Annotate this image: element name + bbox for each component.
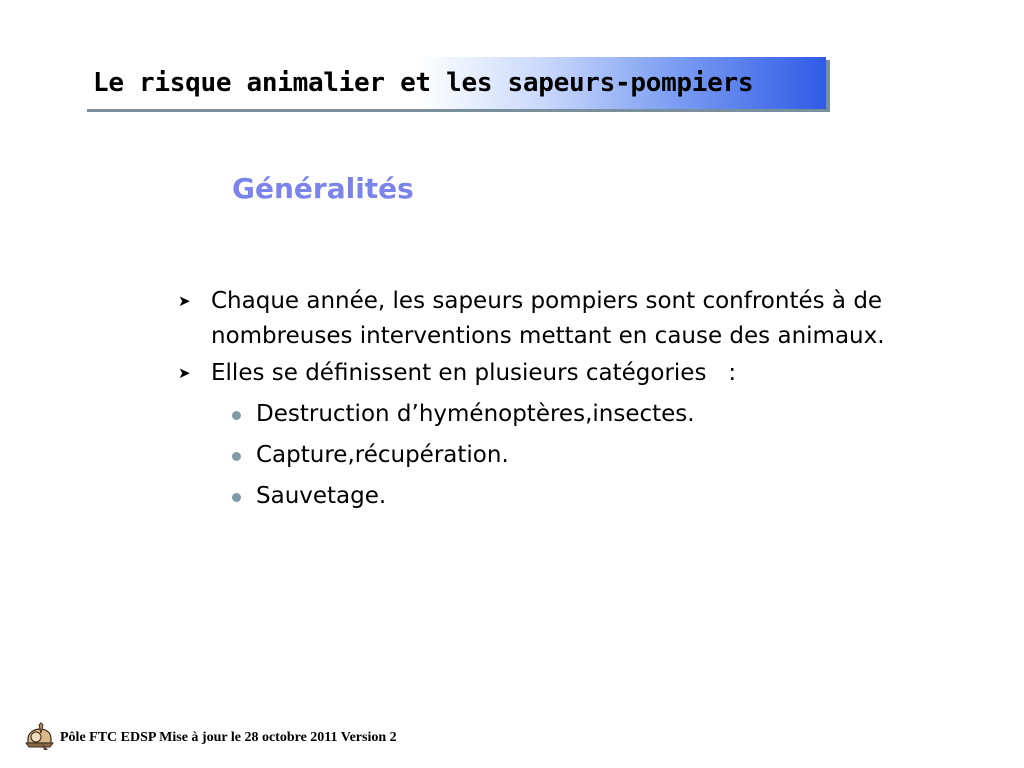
round-dot-icon <box>232 411 241 420</box>
sub-bullet-text: Destruction d’hyménoptères,insectes. <box>256 401 695 427</box>
arrowhead-icon: ➤ <box>178 292 191 310</box>
footer-text: Pôle FTC EDSP Mise à jour le 28 octobre 2011 Version 2 <box>60 730 397 745</box>
bullet-text: Chaque année, les sapeurs pompiers sont confrontés à de nombreuses interventions mettant en cause des animaux. <box>211 288 885 349</box>
round-dot-icon <box>232 493 241 502</box>
bullet-item-2 <box>178 356 958 391</box>
round-dot-icon <box>232 452 241 461</box>
arrowhead-icon: ➤ <box>178 364 191 382</box>
sub-bullet-item-3 <box>178 479 958 514</box>
slide-title: Le risque animalier et les sapeurs-pompiers <box>93 68 754 98</box>
slide-subtitle: Généralités <box>232 172 414 205</box>
title-banner <box>84 57 826 109</box>
firefighter-helmet-icon <box>24 719 54 751</box>
sub-bullet-item-2 <box>178 438 958 473</box>
bullet-item-1 <box>178 284 958 354</box>
bullet-list <box>178 284 958 514</box>
bullet-text: Elles se définissent en plusieurs catégories : <box>211 360 737 386</box>
sub-bullet-item-1 <box>178 397 958 432</box>
sub-bullet-text: Sauvetage. <box>256 483 387 509</box>
sub-bullet-text: Capture,récupération. <box>256 442 509 468</box>
